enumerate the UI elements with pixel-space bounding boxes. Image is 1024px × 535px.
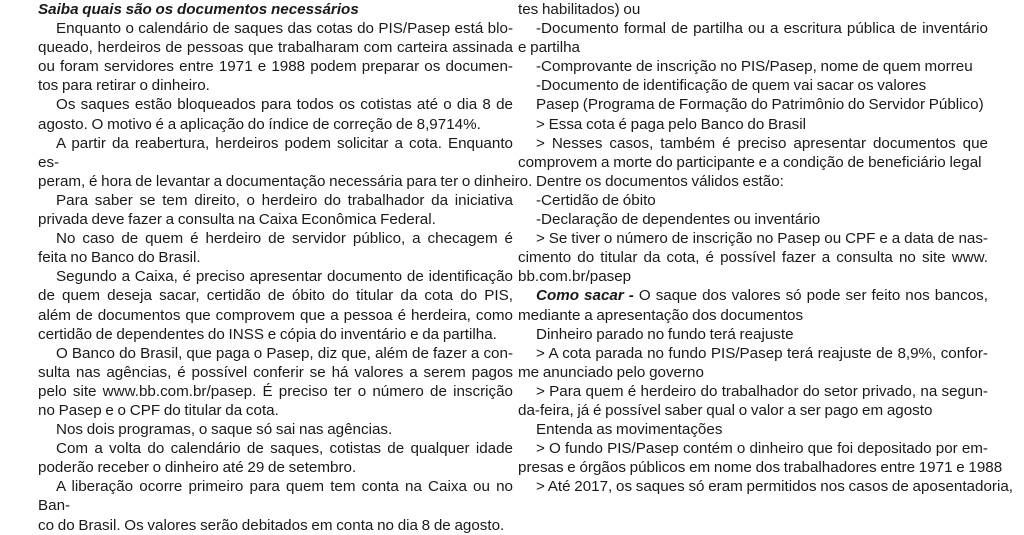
paragraph-line [518,286,988,305]
paragraph-line: Dinheiro parado no fundo terá reajuste [536,325,794,343]
paragraph-line: Enquanto o calendário de saques das cotas do PIS/Pasep está blo- [56,20,513,38]
paragraph-line: -Documento de identificação de quem vai sacar os valores [536,77,927,95]
paragraph-line: Pasep (Programa de Formação do Patrimônio do Servidor Público) [536,96,984,114]
paragraph-line: Com a volta do calendário de saques, cotistas de qualquer idade [56,440,513,458]
section-heading: Saiba quais são os documentos necessários [38,1,359,18]
paragraph-line: Entenda as movimentações [536,421,723,439]
paragraph-line: poderão receber o dinheiro até 29 de setembro. [38,459,357,477]
paragraph-line: -Comprovante de inscrição no PIS/Pasep, nome de quem morreu [536,58,973,76]
paragraph-line: -Declaração de dependentes ou inventário [536,211,821,229]
paragraph-text: O saque dos valores só pode ser feito nos bancos, [638,287,988,305]
right-column [518,0,1013,496]
paragraph-line: bb.com.br/pasep [518,268,632,286]
paragraph-line: privada deve fazer a consulta na Caixa Econômica Federal. [38,211,436,229]
paragraph-line: O Banco do Brasil, que paga o Pasep, diz que, além de fazer a con- [56,344,513,362]
paragraph-line: comprovem a morte do participante e a condição de beneficiário legal [518,153,982,171]
paragraph-line: -Certidão de óbito [536,191,656,209]
paragraph-line: -Documento formal de partilha ou a escritura pública de inventário [536,20,988,38]
paragraph-line: queado, herdeiros de pessoas que trabalharam com carteira assinada [38,39,513,57]
paragraph-line: no Pasep e o CPF do titular da cota. [38,401,279,419]
paragraph-line: certidão de dependentes do INSS e cópia do inventário e da partilha. [38,325,497,343]
paragraph-line: sulta nas agências, é possível conferir se há valores a serem pagos [38,363,513,381]
paragraph-line: da-feira, já é possível saber qual o valor a ser pago em agosto [518,401,933,419]
paragraph-line: > A cota parada no fundo PIS/Pasep terá reajuste de 8,9%, confor- [536,344,988,362]
paragraph-line: e partilha [518,39,580,57]
paragraph-line: presas e órgãos públicos em nome dos trabalhadores entre 1971 e 1988 [518,459,1003,477]
paragraph-line: Segundo a Caixa, é preciso apresentar documento de identificação [56,268,513,286]
paragraph-line: feita no Banco do Brasil. [38,249,201,267]
paragraph-line: > O fundo PIS/Pasep contém o dinheiro que foi depositado por em- [536,440,988,458]
paragraph-line: No caso de quem é herdeiro de servidor público, a checagem é [56,230,513,248]
lead-label: Como sacar - [536,287,634,305]
paragraph-line: > Para quem é herdeiro do trabalhador do setor privado, na segun- [536,382,988,400]
paragraph-line: co do Brasil. Os valores serão debitados em conta no dia 8 de agosto. [38,516,505,534]
paragraph-line: Nos dois programas, o saque só sai nas agências. [56,421,393,439]
paragraph-line: A partir da reabertura, herdeiros podem solicitar a cota. Enquanto es- [38,134,513,171]
paragraph-line: mediante a apresentação dos documentos [518,306,804,324]
paragraph-line: tes habilitados) ou [518,1,641,18]
paragraph-line: agosto. O motivo é a aplicação do índice de correção de 8,9714%. [38,115,481,133]
paragraph-line: me anunciado pelo governo [518,363,704,381]
left-column [38,0,533,535]
paragraph-line: Os saques estão bloqueados para todos os cotistas até o dia 8 de [56,96,513,114]
paragraph-line: Para saber se tem direito, o herdeiro do trabalhador da iniciativa [56,191,513,209]
paragraph-line: ou foram servidores entre 1971 e 1988 podem preparar os documen- [38,58,513,76]
paragraph-line: A liberação ocorre primeiro para quem tem conta na Caixa ou no Ban- [38,478,513,515]
paragraph-line: > Se tiver o número de inscrição no Pasep ou CPF e a data de nas- [536,230,988,248]
paragraph-line: peram, é hora de levantar a documentação necessária para ter o dinheiro. [38,172,533,190]
paragraph-line: cimento do titular da cota, é possível fazer a consulta no site www. [518,249,988,267]
paragraph-line: de quem deseja sacar, certidão de óbito do titular da cota do PIS, [38,287,513,305]
paragraph-line: tos para retirar o dinheiro. [38,77,210,95]
paragraph-line: pelo site www.bb.com.br/pasep. É preciso ter o número de inscrição [38,382,513,400]
paragraph-line: Dentre os documentos válidos estão: [536,172,784,190]
paragraph-line: > Até 2017, os saques só eram permitidos nos casos de aposentadoria, [536,478,1013,496]
paragraph-line: além de documentos que comprovem que a pessoa é herdeira, como [38,306,513,324]
paragraph-line: > Essa cota é paga pelo Banco do Brasil [536,115,806,133]
paragraph-line: > Nesses casos, também é preciso apresentar documentos que [536,134,988,152]
